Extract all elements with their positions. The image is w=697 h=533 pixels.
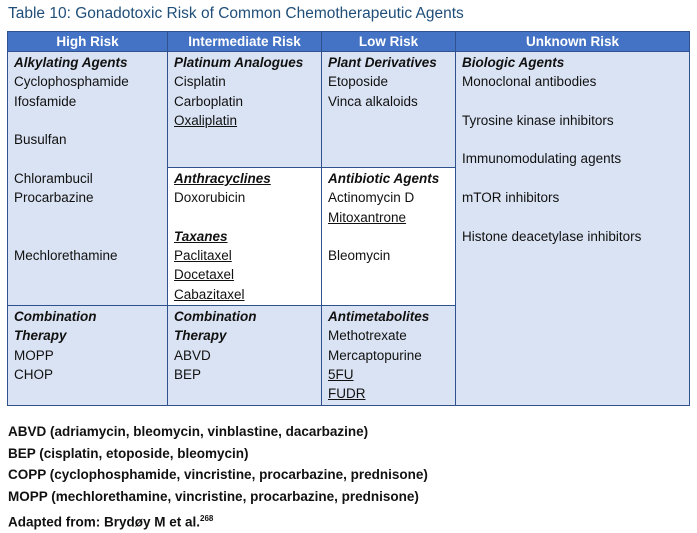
drug-name: mTOR inhibitors bbox=[462, 190, 560, 206]
section-heading: Biologic Agents bbox=[462, 55, 565, 70]
drug-name: Doxorubicin bbox=[174, 190, 246, 206]
drug-name: Mitoxantrone bbox=[328, 209, 407, 225]
section-heading: Therapy bbox=[14, 328, 67, 344]
cell-high-alkylating bbox=[8, 52, 168, 306]
cell-intermediate-anthracyclines-taxanes bbox=[168, 168, 322, 306]
drug-name: Mechlorethamine bbox=[14, 247, 118, 263]
drug-name: BEP bbox=[174, 366, 202, 382]
drug-name: MOPP bbox=[14, 347, 54, 363]
drug-name: Histone deacetylase inhibitors bbox=[462, 228, 642, 244]
drug-name: Procarbazine bbox=[14, 190, 94, 206]
note-line: BEP (cisplatin, etoposide, bleomycin) bbox=[8, 445, 249, 461]
cell-high-combination bbox=[8, 306, 168, 405]
section-heading: Combination bbox=[14, 309, 97, 325]
abbreviation-notes bbox=[8, 421, 428, 533]
source-text: Adapted from: Brydøy M et al. bbox=[8, 514, 201, 530]
drug-name: Actinomycin D bbox=[328, 190, 415, 206]
source-reference: 268 bbox=[200, 513, 214, 523]
cell-low-antimetabolites bbox=[322, 306, 456, 405]
section-heading: Combination bbox=[174, 309, 257, 325]
header-intermediate-risk: Intermediate Risk bbox=[168, 32, 322, 52]
note-line: MOPP (mechlorethamine, vincristine, procarbazine, prednisone) bbox=[8, 489, 419, 505]
cell-intermediate-combination bbox=[168, 306, 322, 405]
drug-name: Oxaliplatin bbox=[174, 112, 238, 128]
note-line: ABVD (adriamycin, bleomycin, vinblastine, dacarbazine) bbox=[8, 424, 369, 439]
drug-name: Paclitaxel bbox=[174, 248, 232, 264]
cell-low-plant bbox=[322, 52, 456, 168]
drug-name: Methotrexate bbox=[328, 328, 407, 344]
section-heading: Therapy bbox=[174, 328, 227, 344]
section-heading: Platinum Analogues bbox=[174, 55, 304, 70]
drug-name: Cyclophosphamide bbox=[14, 74, 129, 90]
gonadotoxic-risk-table bbox=[7, 31, 690, 406]
note-line: COPP (cyclophosphamide, vincristine, procarbazine, prednisone) bbox=[8, 467, 428, 483]
drug-name: Ifosfamide bbox=[14, 93, 77, 109]
drug-name: Carboplatin bbox=[174, 93, 244, 109]
table-row bbox=[8, 52, 690, 168]
source-citation bbox=[8, 508, 428, 533]
drug-name: CHOP bbox=[14, 366, 54, 382]
cell-intermediate-platinum bbox=[168, 52, 322, 168]
section-heading: Taxanes bbox=[174, 228, 228, 244]
drug-name: Monoclonal antibodies bbox=[462, 74, 597, 90]
section-heading: Alkylating Agents bbox=[14, 55, 128, 70]
header-high-risk: High Risk bbox=[8, 32, 168, 52]
drug-name: Cabazitaxel bbox=[174, 286, 245, 302]
drug-name: Immunomodulating agents bbox=[462, 151, 622, 167]
cell-unknown-biologic bbox=[456, 52, 690, 406]
drug-name: 5FU bbox=[328, 366, 354, 382]
drug-name: Etoposide bbox=[328, 74, 389, 90]
header-row bbox=[8, 32, 690, 52]
drug-name: Vinca alkaloids bbox=[328, 93, 418, 109]
table-title: Table 10: Gonadotoxic Risk of Common Chemotherapeutic Agents bbox=[8, 5, 464, 22]
drug-name: Busulfan bbox=[14, 132, 67, 148]
section-heading: Antimetabolites bbox=[328, 309, 430, 325]
drug-name: Docetaxel bbox=[174, 267, 235, 283]
section-heading: Antibiotic Agents bbox=[328, 171, 440, 186]
drug-name: FUDR bbox=[328, 386, 366, 402]
cell-low-antibiotic bbox=[322, 168, 456, 306]
section-heading: Anthracyclines bbox=[174, 171, 271, 186]
drug-name: ABVD bbox=[174, 347, 211, 363]
drug-name: Mercaptopurine bbox=[328, 347, 422, 363]
drug-name: Bleomycin bbox=[328, 248, 391, 264]
header-low-risk: Low Risk bbox=[322, 32, 456, 52]
drug-name: Chlorambucil bbox=[14, 170, 93, 186]
drug-name: Tyrosine kinase inhibitors bbox=[462, 112, 614, 128]
header-unknown-risk: Unknown Risk bbox=[456, 32, 690, 52]
drug-name: Cisplatin bbox=[174, 74, 226, 90]
section-heading: Plant Derivatives bbox=[328, 55, 437, 70]
